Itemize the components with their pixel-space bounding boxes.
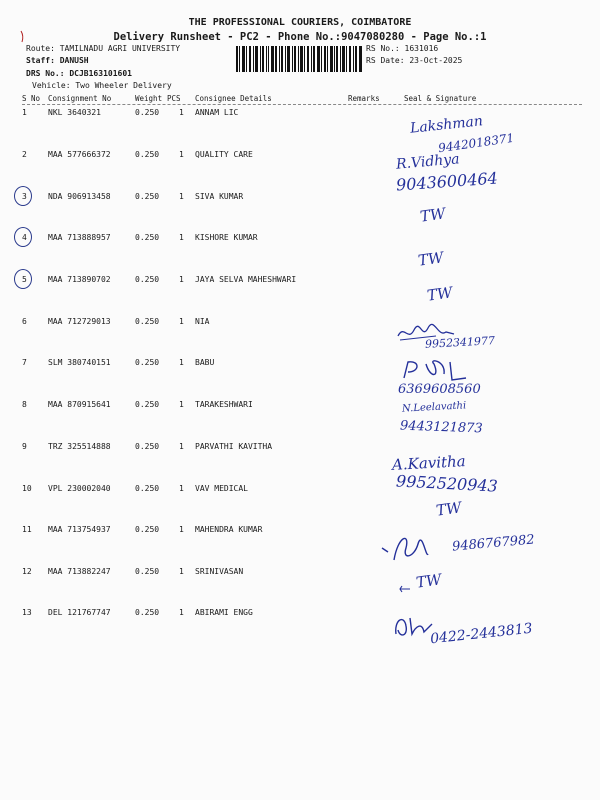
row-sno: 3 [22, 192, 27, 201]
signature-9-name: A.Kavitha [391, 452, 467, 474]
row-sno: 1 [22, 108, 27, 117]
signature-7-scribble [400, 358, 470, 384]
signature-12-arrow [398, 584, 412, 594]
signature-3: TW [418, 204, 447, 226]
signature-11-scribble [380, 530, 430, 570]
row-sno: 9 [22, 442, 27, 451]
row-sno: 6 [22, 317, 27, 326]
row-consignment: MAA 870915641 [48, 400, 111, 409]
row-pcs: 1 [179, 525, 184, 534]
signature-11-phone: 9486767982 [451, 532, 536, 555]
signature-1-phone: 9442018371 [437, 130, 515, 156]
signature-10: TW [434, 498, 463, 520]
col-signature: Seal & Signature [404, 94, 477, 103]
table-row [0, 484, 600, 504]
row-weight: 0.250 [135, 567, 160, 576]
runsheet-subtitle: Delivery Runsheet - PC2 - Phone No.:9047080280 - Page No.:1 [113, 31, 487, 43]
row-sno: 12 [22, 567, 32, 576]
table-row [0, 108, 600, 128]
pen-tick-mark [18, 30, 30, 44]
table-row [0, 400, 600, 420]
row-consignment: NKL 3640321 [48, 108, 101, 117]
row-consignee: SIVA KUMAR [195, 192, 244, 201]
row-consignee: PARVATHI KAVITHA [195, 442, 273, 451]
row-consignee: JAYA SELVA MAHESHWARI [195, 275, 297, 284]
row-consignee: QUALITY CARE [195, 150, 253, 159]
col-consignee: Consignee Details [195, 94, 272, 103]
col-weight: Weight [135, 94, 163, 103]
col-remarks: Remarks [348, 94, 380, 103]
col-pcs: PCS [167, 94, 181, 103]
row-consignment: VPL 230002040 [48, 484, 111, 493]
row-consignment: MAA 712729013 [48, 317, 111, 326]
rs-date: RS Date: 23-Oct-2025 [366, 56, 463, 65]
row-weight: 0.250 [135, 150, 160, 159]
row-pcs: 1 [179, 358, 184, 367]
row-pcs: 1 [179, 192, 184, 201]
table-row [0, 275, 600, 295]
signature-7-phone: 6369608560 [398, 382, 481, 397]
row-weight: 0.250 [135, 525, 160, 534]
row-pcs: 1 [179, 108, 184, 117]
table-row [0, 192, 600, 212]
rs-number: RS No.: 1631016 [366, 44, 439, 53]
row-consignee: NIA [195, 317, 210, 326]
col-consignment: Consignment No [48, 94, 112, 103]
row-weight: 0.250 [135, 233, 160, 242]
table-row [0, 567, 600, 587]
row-pcs: 1 [179, 150, 184, 159]
row-weight: 0.250 [135, 358, 160, 367]
row-pcs: 1 [179, 400, 184, 409]
row-consignment: DEL 121767747 [48, 608, 111, 617]
row-weight: 0.250 [135, 275, 160, 284]
signature-8-phone: 9443121873 [399, 418, 483, 437]
barcode [236, 46, 362, 72]
table-row [0, 150, 600, 173]
col-sno: S No [22, 94, 41, 103]
row-consignment: NDA 906913458 [48, 192, 111, 201]
row-consignment: MAA 713882247 [48, 567, 111, 576]
row-pcs: 1 [179, 484, 184, 493]
signature-13-phone: 0422-2443813 [429, 620, 534, 648]
row-sno: 4 [22, 233, 27, 242]
row-consignment: MAA 713890702 [48, 275, 111, 284]
company-title: THE PROFESSIONAL COURIERS, COIMBATORE [188, 17, 412, 28]
row-consignment: MAA 577666372 [48, 150, 111, 159]
signature-8-name: N.Leelavathi [401, 400, 467, 415]
row-consignee: MAHENDRA KUMAR [195, 525, 263, 534]
row-consignee: KISHORE KUMAR [195, 233, 258, 242]
table-row [0, 233, 600, 253]
row-pcs: 1 [179, 233, 184, 242]
signature-5: TW [425, 283, 454, 305]
route-label: Route: TAMILNADU AGRI UNIVERSITY [26, 44, 181, 53]
row-pcs: 1 [179, 608, 184, 617]
row-sno: 10 [22, 484, 32, 493]
row-consignee: BABU [195, 358, 215, 367]
row-pcs: 1 [179, 317, 184, 326]
row-weight: 0.250 [135, 192, 160, 201]
row-sno: 2 [22, 150, 27, 159]
signature-2-name: R.Vidhya [395, 151, 461, 173]
table-row [0, 442, 600, 462]
row-consignment: TRZ 325514888 [48, 442, 111, 451]
signature-9-phone: 9952520943 [395, 471, 499, 496]
row-consignment: MAA 713888957 [48, 233, 111, 242]
row-consignee: VAV MEDICAL [195, 484, 248, 493]
row-sno: 7 [22, 358, 27, 367]
table-row [0, 317, 600, 337]
signature-6-phone: 9952341977 [424, 334, 496, 351]
row-weight: 0.250 [135, 484, 160, 493]
table-row [0, 358, 600, 378]
row-weight: 0.250 [135, 317, 160, 326]
row-weight: 0.250 [135, 400, 160, 409]
row-consignee: SRINIVASAN [195, 567, 244, 576]
row-consignee: ANNAM LIC [195, 108, 239, 117]
row-pcs: 1 [179, 442, 184, 451]
signature-4: TW [416, 248, 445, 270]
row-consignee: ABIRAMI ENGG [195, 608, 253, 617]
row-sno: 11 [22, 525, 32, 534]
vehicle-label: Vehicle: Two Wheeler Delivery [32, 81, 172, 90]
row-weight: 0.250 [135, 608, 160, 617]
header-divider [22, 104, 582, 105]
row-pcs: 1 [179, 567, 184, 576]
row-consignment: SLM 380740151 [48, 358, 111, 367]
row-consignment: MAA 713754937 [48, 525, 111, 534]
row-consignee: TARAKESHWARI [195, 400, 253, 409]
row-sno: 13 [22, 608, 32, 617]
row-sno: 8 [22, 400, 27, 409]
signature-1-name: Lakshman [409, 113, 484, 137]
row-weight: 0.250 [135, 442, 160, 451]
row-weight: 0.250 [135, 108, 160, 117]
signature-12: TW [414, 570, 443, 592]
row-pcs: 1 [179, 275, 184, 284]
signature-2-phone: 9043600464 [395, 168, 499, 195]
staff-label: Staff: DANUSH [26, 56, 89, 65]
row-sno: 5 [22, 275, 27, 284]
drs-label: DRS No.: DCJB163101601 [26, 69, 132, 78]
